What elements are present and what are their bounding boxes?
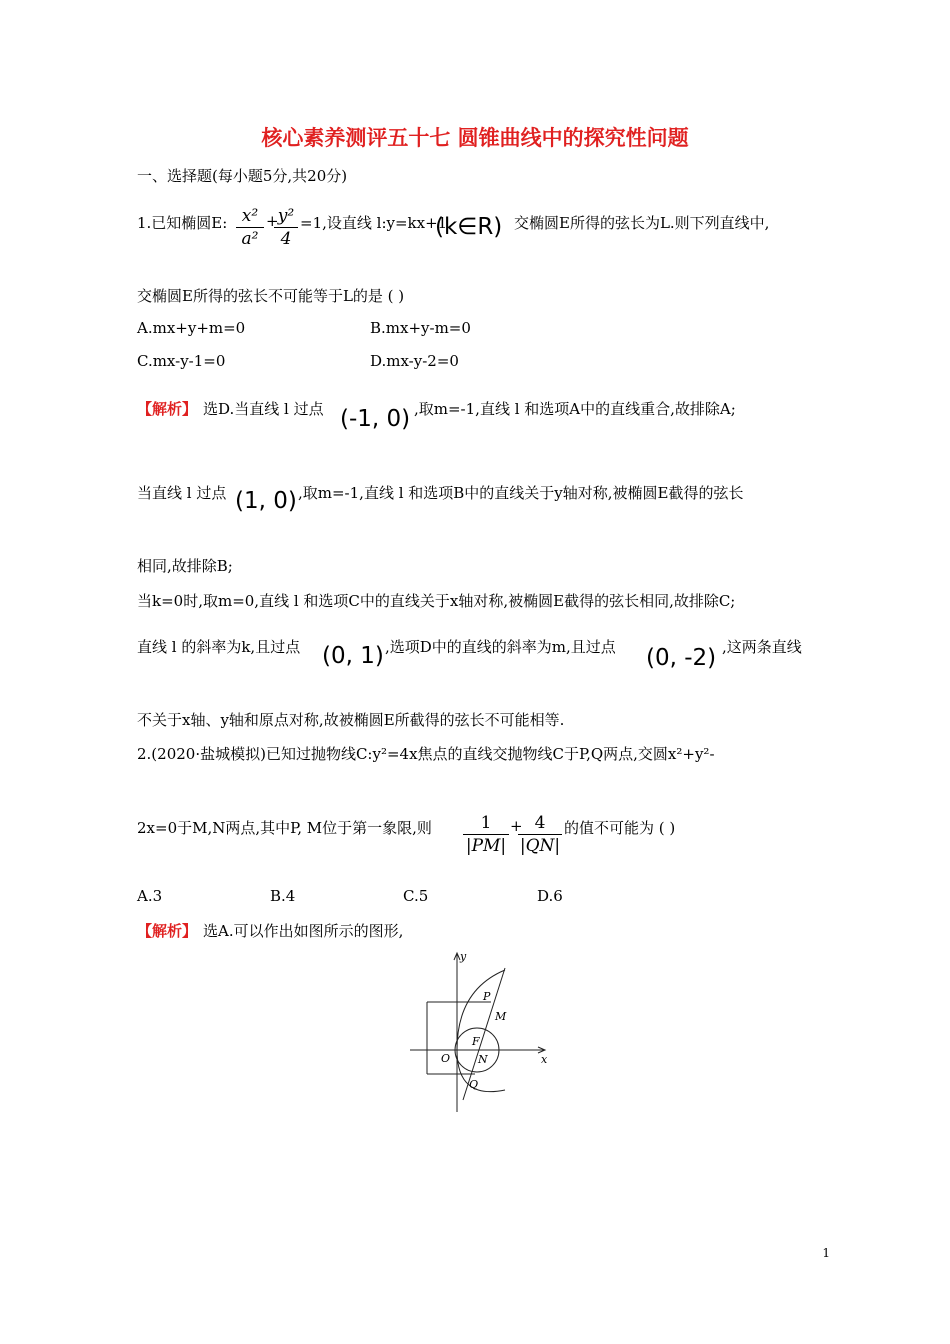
a1-s3: 相同,故排除B; xyxy=(137,557,233,575)
a1-s1a: 选D.当直线 l 过点 xyxy=(203,400,324,418)
q1-frac-y xyxy=(274,205,298,250)
page-title: 核心素养测评五十七 圆锥曲线中的探究性问题 xyxy=(261,125,689,150)
a1-s6: 不关于x轴、y轴和原点对称,故被椭圆E所截得的弦长不可能相等. xyxy=(137,711,565,729)
q1-frac-y-den: 4 xyxy=(280,229,292,249)
a1-point1: (-1, 0) xyxy=(340,406,411,432)
a1-point3: (0, 1) xyxy=(322,643,384,669)
q2-line2a: 2x=0于M,N两点,其中P, M位于第一象限,则 xyxy=(137,819,432,837)
q2-frac-qn-den: |QN| xyxy=(519,836,561,856)
q1-option-b: B.mx+y-m=0 xyxy=(370,319,471,337)
a1-s1b: ,取m=-1,直线 l 和选项A中的直线重合,故排除A; xyxy=(414,400,736,418)
label-q: Q xyxy=(469,1078,479,1091)
label-p: P xyxy=(483,990,491,1003)
q2-option-b: B.4 xyxy=(270,887,296,905)
a1-s2b: ,取m=-1,直线 l 和选项B中的直线关于y轴对称,被椭圆E截得的弦长 xyxy=(298,484,744,502)
q1-option-d: D.mx-y-2=0 xyxy=(370,352,459,370)
label-n: N xyxy=(478,1053,488,1066)
a2-tag: 【解析】 xyxy=(137,922,198,940)
q1-line2: 交椭圆E所得的弦长不可能等于L的是 ( ) xyxy=(137,287,405,305)
q1-frac-y-num: y² xyxy=(277,206,295,226)
a1-point2: (1, 0) xyxy=(235,488,297,514)
a1-tag: 【解析】 xyxy=(137,400,198,418)
q2-option-d: D.6 xyxy=(537,887,563,905)
a1-s5b: ,选项D中的直线的斜率为m,且过点 xyxy=(385,638,616,656)
a1-s5a: 直线 l 的斜率为k,且过点 xyxy=(137,638,301,656)
q1-text-end: 交椭圆E所得的弦长为L.则下列直线中, xyxy=(514,214,770,232)
label-f: F xyxy=(472,1035,480,1048)
q2-frac-pm xyxy=(463,812,509,857)
label-o: O xyxy=(441,1052,451,1065)
label-x: x xyxy=(541,1053,548,1066)
a1-point4: (0, -2) xyxy=(646,645,717,671)
q1-option-a: A.mx+y+m=0 xyxy=(137,319,246,337)
q2-frac-pm-num: 1 xyxy=(480,813,492,833)
label-m: M xyxy=(495,1010,507,1023)
a1-s5c: ,这两条直线 xyxy=(722,638,802,656)
q1-frac-x-num: x² xyxy=(241,206,259,226)
a1-s2a: 当直线 l 过点 xyxy=(137,484,227,502)
q2-option-a: A.3 xyxy=(137,887,163,905)
label-y: y xyxy=(460,950,467,963)
page-number: 1 xyxy=(822,1246,830,1260)
a1-s4: 当k=0时,取m=0,直线 l 和选项C中的直线关于x轴对称,被椭圆E截得的弦长相同,故排除C; xyxy=(137,592,736,610)
q2-line2b: 的值不可能为 ( ) xyxy=(564,819,676,837)
q2-line1: 2.(2020·盐城模拟)已知过抛物线C:y²=4x焦点的直线交抛物线C于P,Q两点,交圆x²+y²- xyxy=(137,745,715,763)
q1-option-c: C.mx-y-1=0 xyxy=(137,352,226,370)
q2-plus: + xyxy=(510,817,523,835)
parabola xyxy=(457,970,505,1092)
q1-line-eq: =1,设直线 l:y=kx+1 xyxy=(300,214,448,232)
a2-text: 选A.可以作出如图所示的图形, xyxy=(203,922,404,940)
q1-plus: + xyxy=(266,212,279,230)
parabola-circle-figure xyxy=(405,950,565,1120)
q1-frac-x-den: a² xyxy=(241,229,259,249)
q1-frac-x xyxy=(236,205,264,250)
q2-frac-qn xyxy=(518,812,562,857)
q2-frac-pm-den: |PM| xyxy=(465,836,507,856)
q1-prefix: 1.已知椭圆E: xyxy=(137,214,228,232)
section-heading: 一、选择题(每小题5分,共20分) xyxy=(137,167,348,185)
q2-option-c: C.5 xyxy=(403,887,429,905)
q1-condition: (k∈R) xyxy=(435,214,503,240)
q2-frac-qn-num: 4 xyxy=(534,813,546,833)
